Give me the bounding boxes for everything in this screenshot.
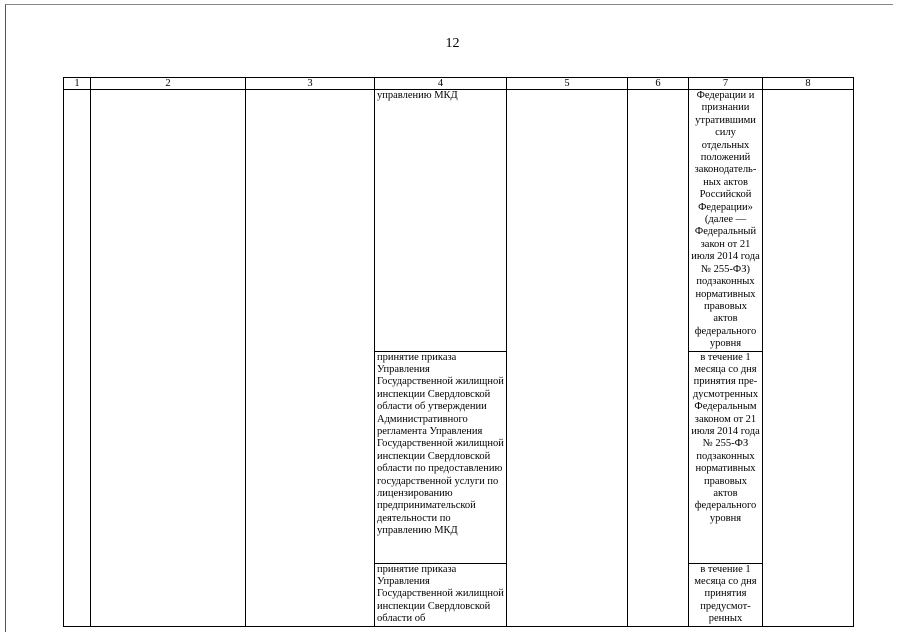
- cell-col-7: [689, 90, 763, 352]
- cell-col-4: [375, 351, 507, 563]
- header-col-2: 2: [91, 78, 246, 90]
- header-col-7: 7: [689, 78, 763, 90]
- table-row: [64, 90, 854, 352]
- header-col-4: 4: [375, 78, 507, 90]
- header-col-6: 6: [628, 78, 689, 90]
- header-col-1: 1: [64, 78, 91, 90]
- cell-col-4: [375, 90, 507, 352]
- cell-col-1: [64, 90, 91, 627]
- cell-col-8: [763, 90, 854, 627]
- cell-text: Федерации и признании утратившими силу отдельных положений законодатель-ных актов Российской Федерации» (далее — Федеральный закон от 21 июля 2014 года № 255-ФЗ) подзаконных нормативных правовых актов федерального уровня: [691, 90, 760, 350]
- cell-text: принятие приказа Управления Государственной жилищной инспекции Свердловской области об: [377, 563, 504, 625]
- header-col-8: 8: [763, 78, 854, 90]
- cell-col-2: [91, 90, 246, 627]
- cell-col-7: [689, 351, 763, 563]
- cell-col-7: [689, 563, 763, 626]
- cell-text: управлению МКД: [377, 90, 458, 101]
- cell-col-6: [628, 90, 689, 627]
- header-row: [64, 78, 854, 90]
- cell-col-5: [507, 90, 628, 627]
- cell-text: в течение 1 месяца со дня принятия пре-дусмотренных Федеральным законом от 21 июля 2014 года № 255-ФЗ подзаконных нормативных правовых актов федерального уровня: [691, 351, 760, 524]
- cell-text: принятие приказа Управления Государственной жилищной инспекции Свердловской области об утверждении Административного регламента Управления Государственной жилищной инспекции Свердловской области по предоставлению государственной услуги по лицензированию предпринимательской деятельности по управлению МКД: [377, 351, 504, 537]
- cell-col-4: [375, 563, 507, 626]
- document-table: [63, 77, 854, 627]
- cell-col-3: [246, 90, 375, 627]
- header-col-5: 5: [507, 78, 628, 90]
- cell-text: в течение 1 месяца со дня принятия предусмот-ренных: [694, 563, 757, 625]
- header-col-3: 3: [246, 78, 375, 90]
- page-number: 12: [445, 36, 460, 51]
